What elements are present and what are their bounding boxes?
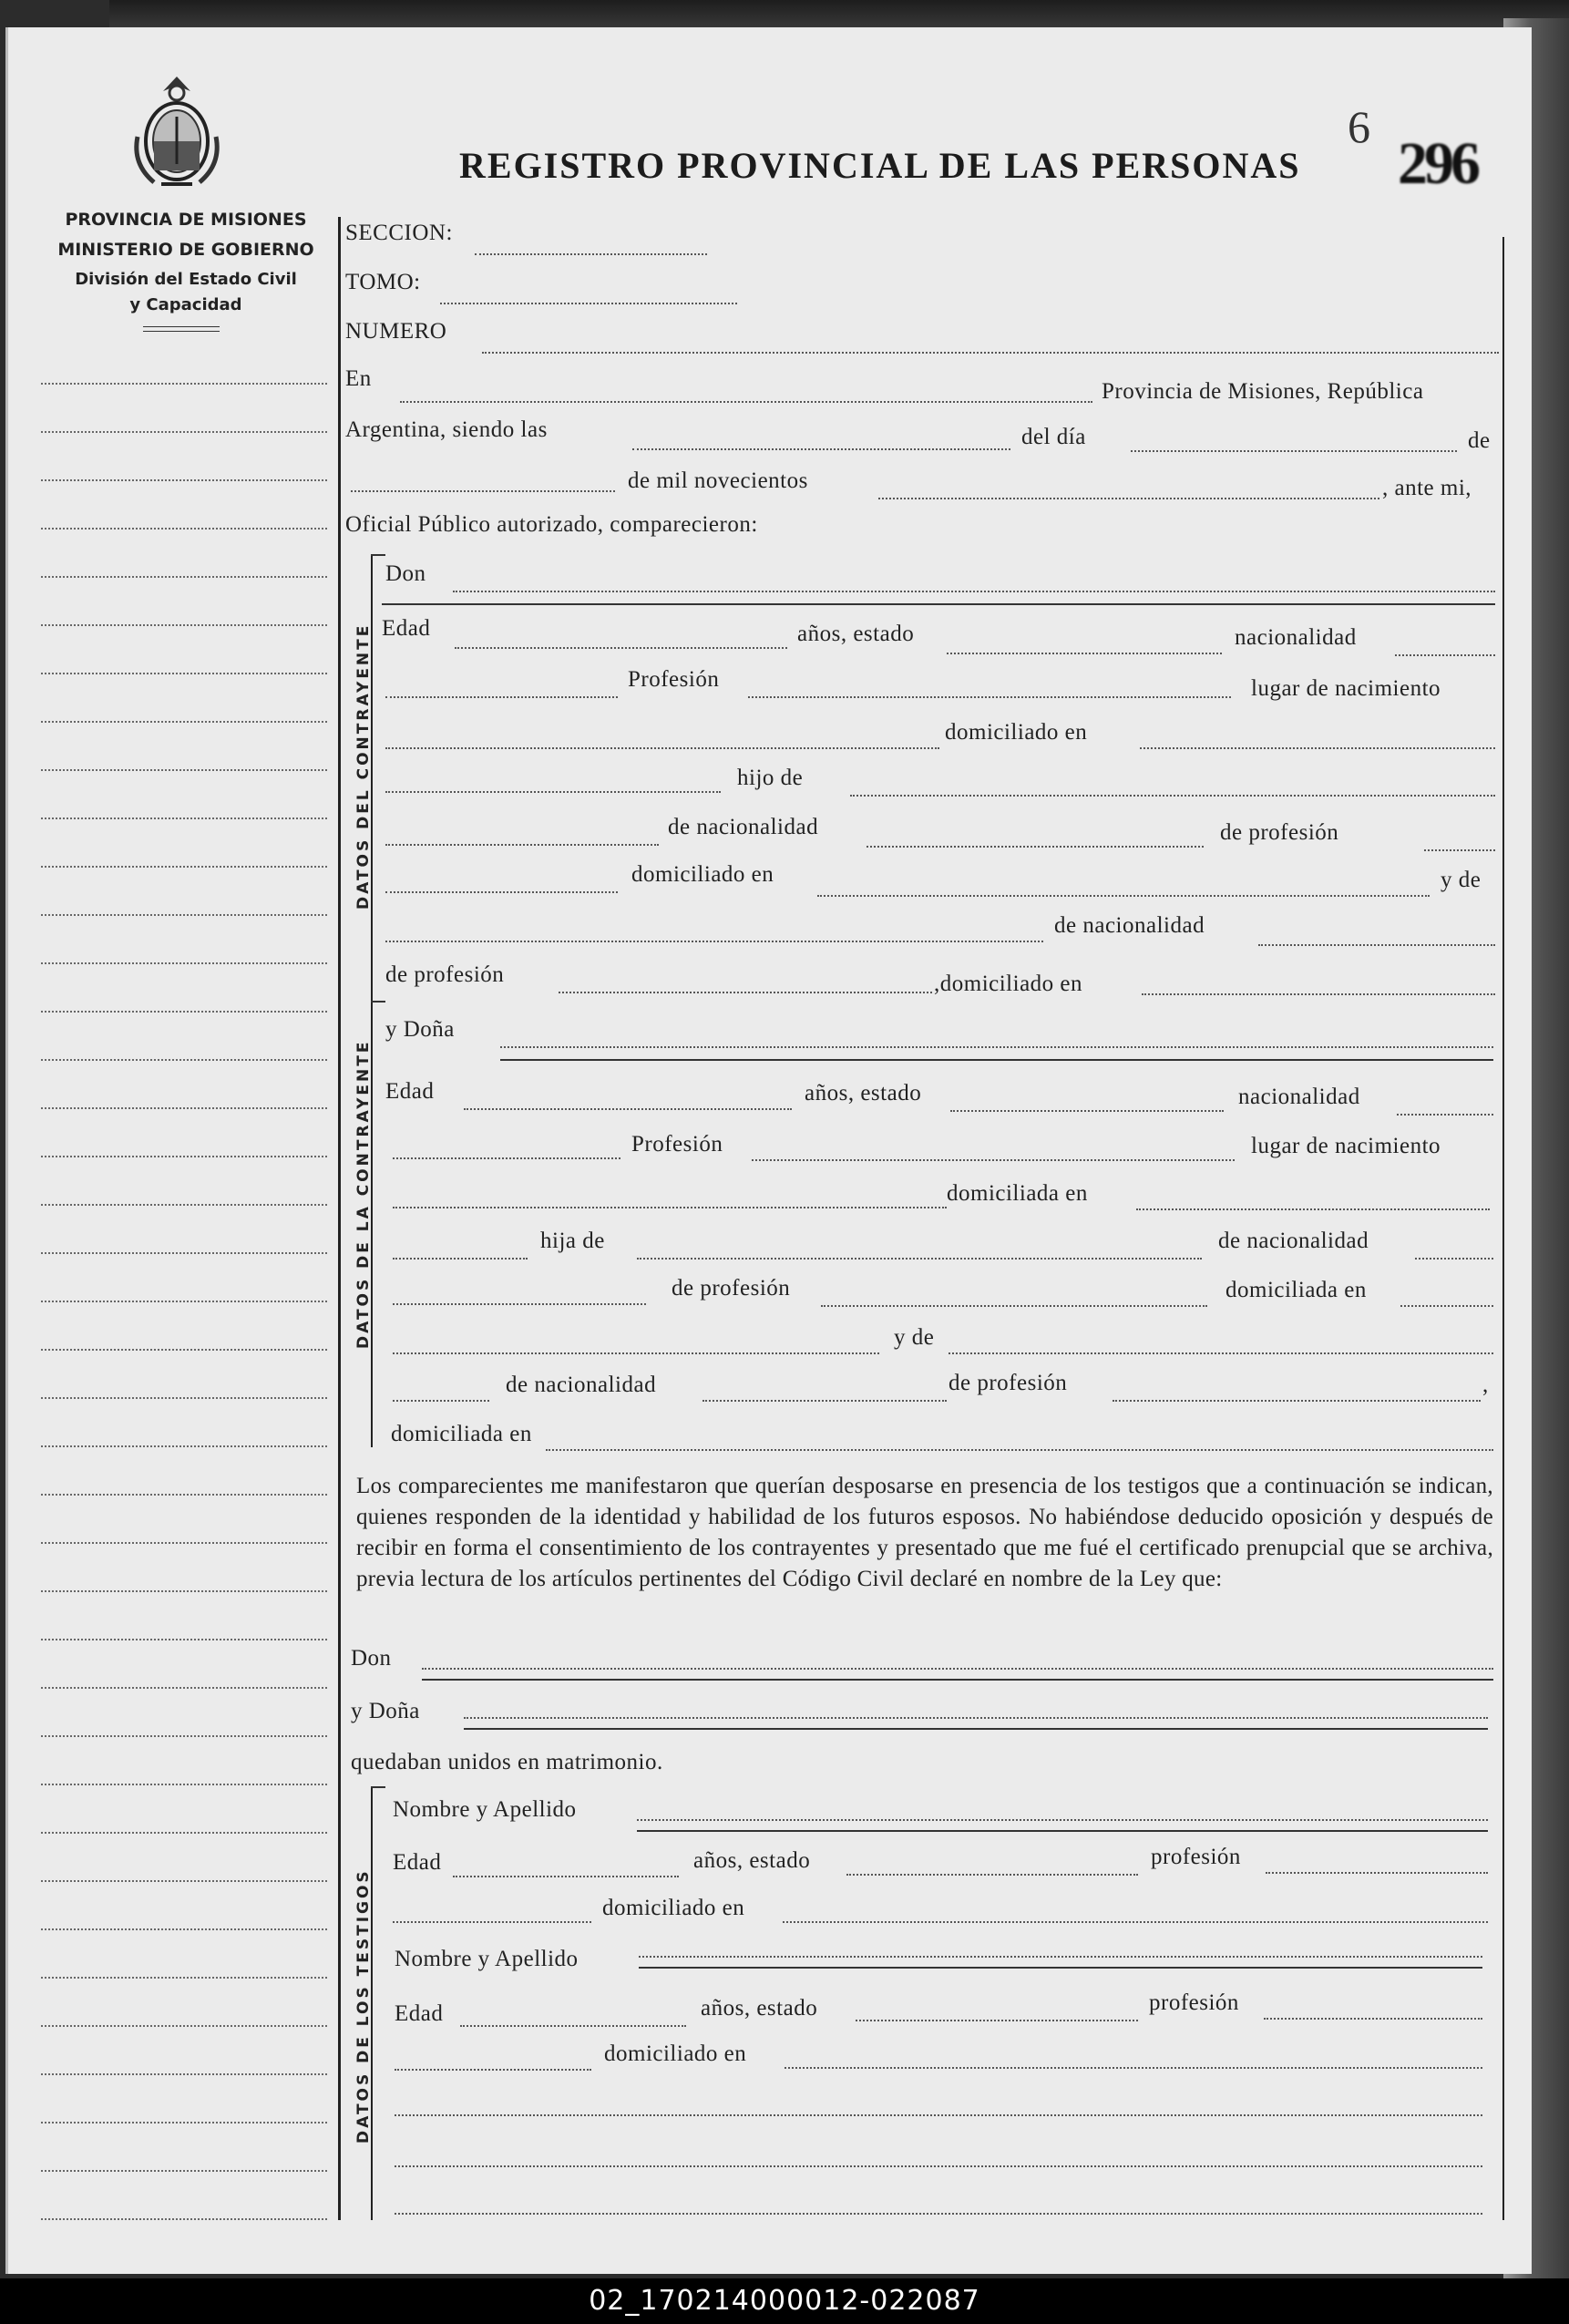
nombre-1-underline <box>637 1830 1488 1832</box>
declaration-paragraph: Los comparecientes me manifestaron que querían desposarse en presencia de los testigos que a continuación se indican, quienes responden de la identidad y habilidad de los futuros esposos. No habiéndose deducido oposición y después de recibir en forma el consentimiento de los contrayentes y presentado que me fué el certificado prenupcial que se archiva, previa lectura de los artículos pertinentes del Código Civil declaré en nombre de la Ley que: <box>356 1474 1493 1591</box>
label-domiciliado: domiciliado en <box>945 720 1088 745</box>
margin-rule-line <box>41 914 327 916</box>
label-anos-estado-f: años, estado <box>805 1081 922 1105</box>
margin-rule-line <box>41 1928 327 1930</box>
label-decl-dona: y Doña <box>351 1699 420 1723</box>
label-quedaban: quedaban unidos en matrimonio. <box>351 1750 663 1774</box>
margin-rule-line <box>41 1590 327 1592</box>
field-decl-dona[interactable] <box>464 1717 1488 1719</box>
field-padre-nac-cont-f[interactable] <box>393 1303 646 1305</box>
margin-rule-line <box>41 962 327 964</box>
folio-number: 6 <box>1348 101 1370 152</box>
field-madre-profesion[interactable] <box>559 992 932 993</box>
field-profesion-1[interactable] <box>1266 1872 1488 1874</box>
label-hija-de: hija de <box>540 1229 605 1253</box>
field-domicilio-1[interactable] <box>783 1921 1488 1923</box>
label-profesion-f: Profesión <box>631 1132 723 1157</box>
margin-rule-line <box>41 1494 327 1496</box>
label-argentina: Argentina, siendo las <box>345 417 548 442</box>
margin-rule-line <box>41 1445 327 1447</box>
image-id-footer: 02_170214000012-022087 <box>0 2278 1569 2324</box>
label-anos-estado: años, estado <box>797 622 915 646</box>
field-pre-domicilio-1[interactable] <box>393 1921 591 1923</box>
header-underline <box>143 331 220 332</box>
margin-rule-line <box>41 1156 327 1157</box>
field-pre-domicilio-2[interactable] <box>395 2069 591 2071</box>
field-padre-prof-cont[interactable] <box>385 891 618 893</box>
label-edad: Edad <box>382 616 431 641</box>
field-pre-profesion[interactable] <box>385 696 618 698</box>
side-label-contrayente-f: DATOS DE LA CONTRAYENTE <box>354 1039 373 1349</box>
field-edad-2[interactable] <box>460 2025 686 2027</box>
field-edad[interactable] <box>455 647 787 649</box>
label-lugar-nacimiento-f: lugar de nacimiento <box>1251 1134 1441 1158</box>
label-profesion-2: profesión <box>1149 1990 1239 2015</box>
label-del-dia: del día <box>1021 425 1086 449</box>
label-domiciliada-3-f: domiciliada en <box>391 1422 532 1446</box>
label-hijo-de: hijo de <box>737 766 804 790</box>
side-label-testigos: DATOS DE LOS TESTIGOS <box>354 1868 373 2144</box>
margin-rule-line <box>41 866 327 868</box>
label-domiciliado-2-t: domiciliado en <box>604 2041 747 2066</box>
margin-rule-line <box>41 721 327 723</box>
header-ministry: MINISTERIO DE GOBIERNO <box>57 240 314 260</box>
label-nacionalidad-f: nacionalidad <box>1238 1085 1360 1109</box>
label-de-nacionalidad-f: de nacionalidad <box>1218 1229 1369 1253</box>
field-madre-nacionalidad-f[interactable] <box>702 1400 947 1402</box>
label-comma-f: , <box>1482 1373 1489 1397</box>
label-don: Don <box>385 561 426 586</box>
margin-rule-line <box>41 1784 327 1785</box>
field-madre-domicilio-f[interactable] <box>546 1449 1493 1451</box>
bracket-cap <box>371 554 385 556</box>
field-mes[interactable] <box>351 490 615 492</box>
label-seccion: SECCION: <box>345 221 453 245</box>
field-extra-2[interactable] <box>395 2165 1482 2167</box>
label-de-mil: de mil novecientos <box>628 468 808 493</box>
main-column-divider <box>338 217 341 2220</box>
label-de-profesion-2-f: de profesión <box>949 1371 1068 1395</box>
margin-rule-line <box>41 769 327 771</box>
field-madre-f[interactable] <box>949 1352 1493 1354</box>
label-provincia: Provincia de Misiones, República <box>1102 379 1424 404</box>
label-edad-2: Edad <box>395 2001 444 2026</box>
margin-rule-line <box>41 2073 327 2075</box>
margin-rule-line <box>41 2170 327 2172</box>
field-madre-nacionalidad[interactable] <box>1258 944 1495 946</box>
margin-rule-line <box>41 1687 327 1689</box>
field-extra-3[interactable] <box>395 2213 1482 2215</box>
field-profesion[interactable] <box>748 696 1231 698</box>
margin-rule-line <box>41 2218 327 2220</box>
nombre-2-underline <box>639 1967 1482 1969</box>
page-title: REGISTRO PROVINCIAL DE LAS PERSONAS <box>459 145 1301 186</box>
label-edad-1: Edad <box>393 1850 442 1875</box>
field-anio[interactable] <box>878 498 1379 499</box>
field-estado-2[interactable] <box>856 2020 1138 2021</box>
margin-rule-line <box>41 1349 327 1351</box>
side-label-contrayente: DATOS DEL CONTRAYENTE <box>354 622 373 910</box>
label-profesion-1: profesión <box>1151 1845 1241 1869</box>
margin-rule-line <box>41 1397 327 1399</box>
bracket-cap <box>371 1786 385 1788</box>
field-madre-profesion-f[interactable] <box>1113 1400 1481 1402</box>
label-de-nacionalidad-2: de nacionalidad <box>1054 913 1205 938</box>
folio-stamp: 296 <box>1398 130 1477 197</box>
label-domiciliada-f: domiciliada en <box>947 1181 1088 1206</box>
field-domicilio-cont[interactable] <box>385 791 721 793</box>
margin-rule-line <box>41 624 327 626</box>
label-domiciliada-2-f: domiciliada en <box>1225 1278 1367 1302</box>
field-estado[interactable] <box>947 653 1222 654</box>
label-y-de-f: y de <box>894 1325 935 1350</box>
field-extra-1[interactable] <box>395 2114 1482 2116</box>
margin-rule-line <box>41 1639 327 1640</box>
label-decl-don: Don <box>351 1646 392 1671</box>
header-division: División del Estado Civil <box>75 270 297 289</box>
margin-rule-line <box>41 1011 327 1013</box>
margin-rule-line <box>41 1832 327 1834</box>
field-estado-f[interactable] <box>950 1110 1224 1112</box>
label-nombre-1: Nombre y Apellido <box>393 1797 577 1822</box>
field-padre-dom-cont-f[interactable] <box>393 1352 879 1354</box>
field-domiciliado[interactable] <box>1140 747 1495 749</box>
field-lugar-nacimiento[interactable] <box>385 747 939 749</box>
field-padre-profesion-f[interactable] <box>821 1305 1207 1307</box>
field-estado-1[interactable] <box>846 1874 1138 1876</box>
field-edad-1[interactable] <box>453 1876 679 1877</box>
decl-dona-underline <box>464 1728 1488 1730</box>
label-domiciliado-3: ,domiciliado en <box>934 972 1083 996</box>
field-padre-domicilio[interactable] <box>817 895 1430 897</box>
margin-rule-line <box>41 528 327 530</box>
decl-don-underline <box>422 1679 1493 1681</box>
field-domicilio-cont-f[interactable] <box>393 1258 528 1260</box>
field-don-name[interactable] <box>453 591 1495 592</box>
label-y-de: y de <box>1441 868 1482 892</box>
field-decl-don[interactable] <box>422 1668 1493 1670</box>
label-de: de <box>1468 428 1491 453</box>
field-nacionalidad-f[interactable] <box>1397 1114 1493 1116</box>
label-anos-estado-2: años, estado <box>701 1996 818 2021</box>
header-province: PROVINCIA DE MISIONES <box>65 210 307 230</box>
label-domiciliado-2: domiciliado en <box>631 862 774 887</box>
label-lugar-nacimiento: lugar de nacimiento <box>1251 676 1441 701</box>
registry-form <box>5 27 1532 2274</box>
field-nombre-2[interactable] <box>639 1956 1482 1958</box>
field-nacionalidad[interactable] <box>1395 654 1495 656</box>
label-nombre-2: Nombre y Apellido <box>395 1947 579 1971</box>
top-binding-edge <box>109 0 1569 31</box>
margin-rule-line <box>41 2025 327 2027</box>
margin-rule-line <box>41 818 327 819</box>
field-seccion[interactable] <box>475 253 707 255</box>
field-padre-nacionalidad[interactable] <box>867 846 1204 848</box>
label-de-profesion: de profesión <box>1220 820 1339 845</box>
field-hora[interactable] <box>632 448 1010 450</box>
margin-rule-line <box>41 1301 327 1302</box>
field-profesion-2[interactable] <box>1264 2018 1482 2020</box>
margin-rule-line <box>41 1880 327 1882</box>
field-numero[interactable] <box>482 352 1499 354</box>
margin-rule-line <box>41 1107 327 1109</box>
field-padre-profesion[interactable] <box>1424 849 1495 851</box>
label-oficial: Oficial Público autorizado, comparecieron: <box>345 512 758 537</box>
don-underline <box>382 603 1495 605</box>
margin-rule-line <box>41 1204 327 1206</box>
margin-rule-line <box>41 1977 327 1979</box>
field-profesion-f[interactable] <box>752 1159 1235 1161</box>
margin-rule-line <box>41 479 327 481</box>
field-madre-cont-f[interactable] <box>393 1400 489 1402</box>
field-tomo[interactable] <box>440 303 737 304</box>
margin-rule-line <box>41 431 327 433</box>
field-madre-domicilio[interactable] <box>1142 993 1495 995</box>
label-de-nacionalidad-2-f: de nacionalidad <box>506 1373 657 1397</box>
field-padre-f[interactable] <box>637 1258 1202 1260</box>
field-lugar-nacimiento-f[interactable] <box>393 1207 947 1208</box>
label-nacionalidad: nacionalidad <box>1235 625 1357 650</box>
field-padre-domicilio-f[interactable] <box>1400 1305 1493 1307</box>
label-de-nacionalidad: de nacionalidad <box>668 815 819 839</box>
label-domiciliado-1: domiciliado en <box>602 1896 745 1920</box>
margin-rule-line <box>41 673 327 674</box>
label-numero: NUMERO <box>345 319 447 344</box>
field-edad-f[interactable] <box>464 1108 792 1110</box>
margin-rule-line <box>41 1735 327 1737</box>
argentine-coat-of-arms-icon <box>127 73 227 191</box>
margin-rule-line <box>41 1252 327 1254</box>
margin-rule-line <box>41 1059 327 1061</box>
dona-underline <box>500 1059 1493 1061</box>
label-profesion: Profesión <box>628 667 720 692</box>
label-ante-mi: , ante mi, <box>1382 476 1472 500</box>
label-de-profesion-2: de profesión <box>385 962 505 987</box>
field-pre-profesion-f[interactable] <box>393 1157 620 1159</box>
field-padre-cont[interactable] <box>385 844 659 846</box>
label-en: En <box>345 366 372 391</box>
field-domiciliada-f[interactable] <box>1136 1208 1490 1210</box>
field-nombre-1[interactable] <box>637 1819 1488 1821</box>
header-underline <box>143 326 220 327</box>
field-en[interactable] <box>400 401 1092 403</box>
label-edad-f: Edad <box>385 1079 435 1104</box>
label-tomo: TOMO: <box>345 270 421 294</box>
field-dia[interactable] <box>1131 450 1457 452</box>
bracket-cap <box>371 1001 385 1003</box>
label-de-profesion-f: de profesión <box>672 1276 791 1301</box>
header-capacity: y Capacidad <box>129 295 242 314</box>
margin-rule-line <box>41 576 327 578</box>
label-anos-estado-1: años, estado <box>693 1848 811 1873</box>
label-y-dona: y Doña <box>385 1017 455 1042</box>
field-padre[interactable] <box>850 795 1495 797</box>
right-column-border <box>1502 237 1504 2220</box>
field-madre[interactable] <box>385 941 1043 942</box>
margin-rule-line <box>41 2122 327 2123</box>
margin-rule-line <box>41 1542 327 1544</box>
margin-rule-line <box>41 383 327 385</box>
field-domicilio-2[interactable] <box>784 2067 1482 2069</box>
field-padre-nacionalidad-f[interactable] <box>1415 1258 1493 1260</box>
field-dona-name[interactable] <box>500 1046 1493 1048</box>
